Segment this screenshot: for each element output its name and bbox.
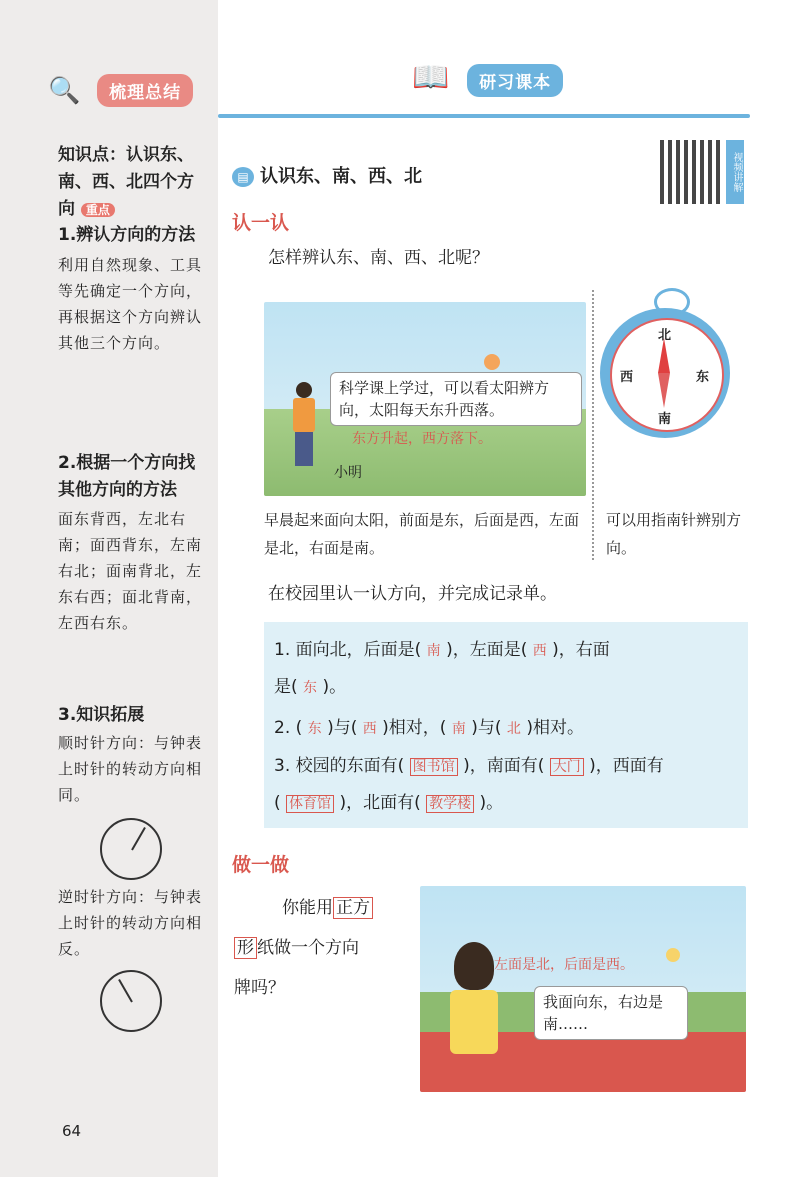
clockwise-clock-icon (100, 818, 162, 880)
header-divider (218, 114, 750, 118)
qr-code-icon[interactable] (660, 140, 724, 204)
kp-title-text: 知识点：认识东、南、西、北四个方向 (58, 145, 194, 219)
q3-answer-2: 大门 (550, 758, 584, 776)
book-icon: ▤ (232, 167, 254, 187)
sun-scene-illustration (264, 302, 586, 496)
q3-answer-3: 体育馆 (286, 795, 334, 813)
q3-text-c: )，西面有 (589, 756, 664, 776)
girl-note: 左面是北，后面是西。 (494, 957, 634, 973)
q2-text-d: )与( (471, 718, 502, 738)
boy-name: 小明 (334, 465, 362, 481)
kp-badge: 重点 (81, 203, 115, 217)
divider-dotted (592, 290, 594, 560)
q2-text-c: )相对，( (382, 718, 447, 738)
sun-icon (666, 948, 680, 962)
compass-south: 南 (658, 412, 672, 427)
q2-answer-2: 西 (362, 721, 377, 737)
clock-hand (131, 827, 146, 851)
q2-answer-3: 南 (451, 721, 466, 737)
task-text: 在校园里认一认方向，并完成记录单。 (268, 584, 557, 604)
zuoyizuo-question (234, 888, 402, 1008)
zuoyizuo-title: 做一做 (232, 854, 290, 876)
q3-text-f: )。 (479, 793, 504, 813)
page-number: 64 (62, 1122, 82, 1140)
caption-right: 可以用指南针辨别方向。 (606, 511, 742, 557)
s1-title: 1.辨认方向的方法 (58, 225, 196, 245)
q1-text-a: 1. 面向北，后面是( (274, 640, 422, 660)
q2-answer-1: 东 (307, 721, 322, 737)
zq-text-c: 牌吗？ (234, 978, 285, 998)
s1-body: 利用自然现象、工具等先确定一个方向，再根据这个方向辨认其他三个方向。 (58, 256, 203, 352)
sidebar-header-label: 梳理总结 (97, 74, 193, 107)
q1-answer-1: 南 (426, 643, 441, 659)
compass-illustration (598, 288, 740, 478)
q2-text-b: )与( (327, 718, 358, 738)
boy-figure (292, 382, 316, 472)
q3-text-a: 3. 校园的东面有( (274, 756, 405, 776)
zq-text-a: 你能用 (282, 898, 333, 918)
q3-answer-1: 图书馆 (410, 758, 458, 776)
reading-boy-icon: 📖 (412, 60, 450, 95)
sun-icon (484, 354, 500, 370)
renyiren-title: 认一认 (232, 212, 290, 234)
magnifier-boy-icon: 🔍 (48, 75, 81, 106)
q1-text-d: 是( (274, 677, 298, 697)
zq-boxed-2: 形 (234, 937, 257, 959)
sun-note: 东方升起，西方落下。 (352, 431, 492, 447)
question-2 (274, 710, 740, 747)
q3-text-d: ( (274, 793, 281, 813)
compass-north: 北 (658, 328, 672, 343)
qr-label: 视频讲解 (726, 140, 744, 204)
compass-east: 东 (696, 370, 710, 385)
s3-clockwise: 顺时针方向：与钟表上时针的转动方向相同。 (58, 734, 203, 804)
s2-body: 面东背西，左北右南；面西背东，左南右北；面南背北，左东右西；面北背南，左西右东。 (58, 510, 203, 632)
main-header-label: 研习课本 (467, 64, 563, 97)
zq-text-b: 纸做一个方向 (257, 938, 359, 958)
s3-counterclockwise: 逆时针方向：与钟表上时针的转动方向相反。 (58, 888, 203, 958)
q1-answer-3: 东 (303, 680, 318, 696)
section-title-text: 认识东、南、西、北 (260, 166, 422, 187)
zq-boxed-1: 正方 (333, 897, 373, 919)
q3-text-e: )，北面有( (339, 793, 421, 813)
q1-text-b: )，左面是( (446, 640, 528, 660)
q2-answer-4: 北 (506, 721, 521, 737)
counterclockwise-clock-icon (100, 970, 162, 1032)
q1-text-c: )，右面 (552, 640, 610, 660)
q1-answer-2: 西 (532, 643, 547, 659)
q2-text-a: 2. ( (274, 718, 303, 738)
girl-scene-illustration (420, 886, 746, 1092)
speech-bubble: 科学课上学过，可以看太阳辨方向，太阳每天东升西落。 (330, 372, 582, 426)
q2-text-e: )相对。 (526, 718, 584, 738)
main-header (412, 60, 563, 106)
q3-answer-4: 教学楼 (426, 795, 474, 813)
caption-left: 早晨起来面向太阳，前面是东，后面是西，左面是北，右面是南。 (264, 511, 580, 557)
question-1 (274, 632, 740, 706)
s3-title: 3.知识拓展 (58, 705, 145, 725)
clock-hand (118, 979, 133, 1003)
s2-title: 2.根据一个方向找其他方向的方法 (58, 453, 196, 500)
sidebar-header (48, 74, 193, 112)
question-3 (274, 748, 740, 822)
compass-west: 西 (620, 370, 634, 385)
q3-text-b: )，南面有( (463, 756, 545, 776)
section-title (232, 162, 422, 188)
renyiren-question: 怎样辨认东、南、西、北呢？ (268, 248, 489, 268)
q1-text-e: )。 (322, 677, 347, 697)
girl-speech-bubble: 我面向东，右边是南…… (534, 986, 688, 1040)
kp-title (58, 142, 208, 224)
